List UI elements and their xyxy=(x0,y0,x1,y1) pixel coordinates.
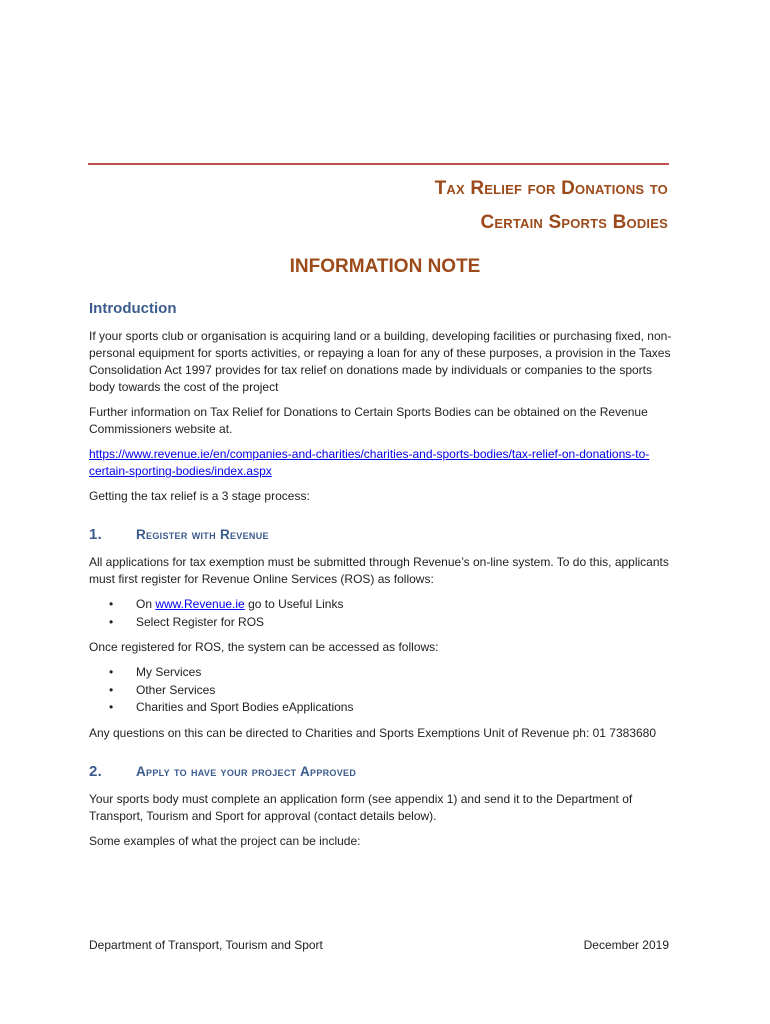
revenue-site-link[interactable]: www.Revenue.ie xyxy=(155,597,245,611)
intro-paragraph-1: If your sports club or organisation is acquiring land or a building, developing facilities or purchasing fixed, non-personal equipment for sports activities, or repaying a loan for any of these purposes, a provision in the Taxes Consolidation Act 1997 provides for tax relief on donations made by individuals or companies to the sports body towards the cost of the project xyxy=(89,329,672,394)
footer-date: December 2019 xyxy=(583,938,669,952)
list-item-text: Select Register for ROS xyxy=(136,614,265,629)
list-item-text: go to Useful Links xyxy=(244,597,344,611)
bullet-icon: • xyxy=(109,700,114,714)
ros-access-list xyxy=(89,664,674,717)
section-1-title: Register with Revenue xyxy=(136,527,269,542)
section-1-paragraph-1: All applications for tax exemption must be submitted through Revenue’s on-line system. To do this, applicants must first register for Revenue Online Services (ROS) as follows: xyxy=(89,555,669,586)
bullet-icon: • xyxy=(109,614,114,629)
list-item xyxy=(109,682,674,700)
title-line-2: Certain Sports Bodies xyxy=(480,212,668,233)
section-1-paragraph-2: Once registered for ROS, the system can be accessed as follows: xyxy=(89,640,439,654)
list-item-text: My Services xyxy=(136,665,202,679)
footer-department: Department of Transport, Tourism and Sport xyxy=(89,938,323,952)
list-item xyxy=(109,596,674,614)
intro-link-paragraph xyxy=(89,446,674,480)
document-body xyxy=(89,298,674,858)
section-1-paragraph-3: Any questions on this can be directed to Charities and Sports Exemptions Unit of Revenue ph: 01 7383680 xyxy=(89,725,657,740)
list-item-text: Charities and Sport Bodies eApplications xyxy=(136,700,354,714)
intro-paragraph-3: Getting the tax relief is a 3 stage process: xyxy=(89,489,310,503)
list-item xyxy=(109,699,674,717)
section-2-paragraph-1: Your sports body must complete an application form (see appendix 1) and send it to the Department of Transport, Tourism and Sport for approval (contact details below). xyxy=(89,791,633,823)
section-2-paragraph-2: Some examples of what the project can be include: xyxy=(89,833,361,848)
header-rule xyxy=(88,163,669,165)
title-line-1: Tax Relief for Donations to xyxy=(434,178,668,199)
page-footer xyxy=(89,938,669,952)
bullet-icon: • xyxy=(109,665,114,679)
section-2-title: Apply to have your project Approved xyxy=(136,763,357,779)
list-item-text: Other Services xyxy=(136,682,216,697)
section-1-heading xyxy=(89,525,674,545)
document-title xyxy=(435,172,668,240)
list-item xyxy=(109,664,674,682)
intro-heading: Introduction xyxy=(89,300,177,317)
section-1-number: 1. xyxy=(89,526,103,543)
list-item-text: On xyxy=(136,597,156,611)
intro-paragraph-2: Further information on Tax Relief for Donations to Certain Sports Bodies can be obtained on the Revenue Commissioners website at. xyxy=(89,405,648,436)
section-2-heading xyxy=(89,762,674,782)
document-subtitle: INFORMATION NOTE xyxy=(289,256,481,277)
bullet-icon: • xyxy=(109,597,114,611)
section-2-number: 2. xyxy=(89,762,103,780)
revenue-info-link[interactable]: https://www.revenue.ie/en/companies-and-charities/charities-and-sports-bodies/tax-relief-on-donations-to-certain-sporting-bodies/index.aspx xyxy=(89,447,650,478)
ros-registration-list xyxy=(89,596,674,631)
list-item xyxy=(109,614,674,632)
bullet-icon: • xyxy=(109,682,114,697)
